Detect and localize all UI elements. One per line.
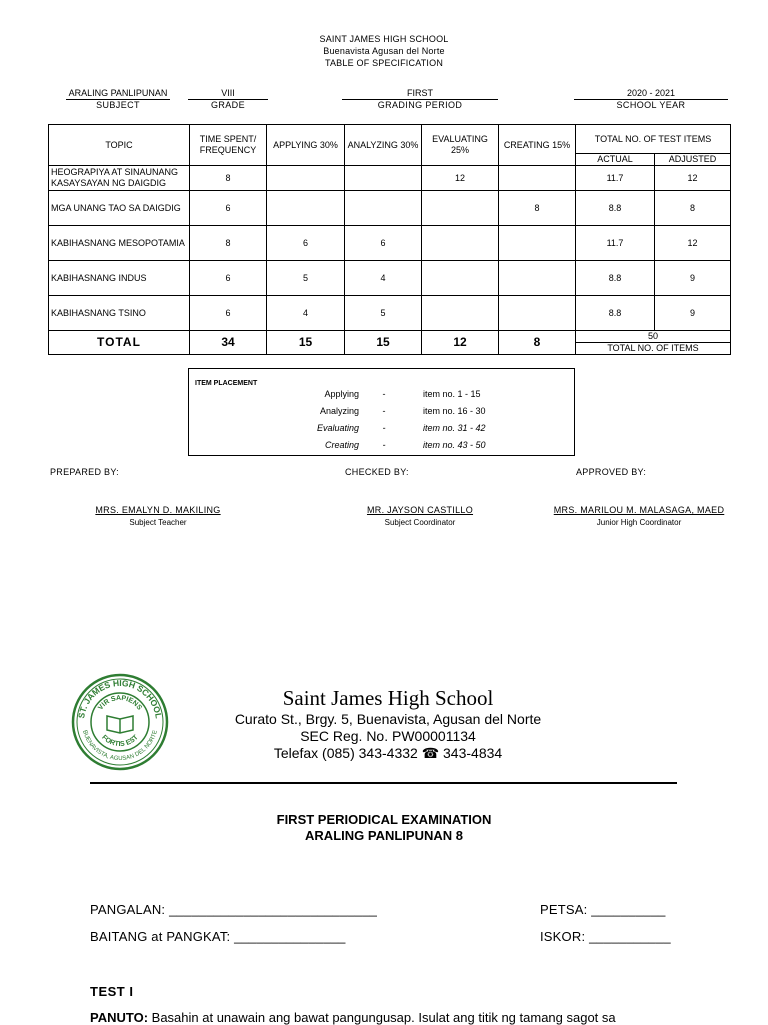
row-topic: HEOGRAPIYA AT SINAUNANG KASAYSAYAN NG DAIGDIG (49, 166, 190, 191)
row-evaluating (422, 191, 499, 226)
row-evaluating: 12 (422, 166, 499, 191)
total-label: TOTAL (49, 331, 190, 355)
header-time: TIME SPENT/ FREQUENCY (190, 125, 267, 166)
total-time: 34 (190, 331, 267, 355)
letterhead-divider (90, 782, 677, 784)
checked-by-label: CHECKED BY: (345, 467, 409, 477)
row-time: 6 (190, 191, 267, 226)
seal-motto-bottom: FORTIS EST (100, 734, 140, 749)
grade-section-label: BAITANG at PANGKAT: (90, 929, 231, 944)
placement-range: item no. 16 - 30 (423, 406, 486, 416)
placement-name: Evaluating (316, 423, 359, 433)
grade-value: VIII (188, 87, 268, 100)
list-item (189, 440, 574, 457)
item-placement-box (188, 368, 575, 456)
row-adjusted: 8 (655, 191, 731, 226)
period-label: GRADING PERIOD (377, 100, 463, 110)
letterhead-school-name: Saint James High School (282, 686, 494, 710)
exam-title: FIRST PERIODICAL EXAMINATION (276, 812, 492, 827)
table-row (49, 296, 731, 331)
prepared-name: MRS. EMALYN D. MAKILING (95, 505, 221, 515)
placement-name: Applying (324, 389, 359, 399)
row-creating (499, 226, 576, 261)
score-label: ISKOR: (540, 929, 586, 944)
total-analyzing: 15 (345, 331, 422, 355)
row-evaluating (422, 296, 499, 331)
row-adjusted: 12 (655, 226, 731, 261)
row-analyzing: 5 (345, 296, 422, 331)
checked-role: Subject Coordinator (384, 518, 456, 527)
row-actual: 11.7 (576, 166, 655, 191)
row-applying (267, 166, 345, 191)
seal-ring-top: ST. JAMES HIGH SCHOOL (76, 677, 164, 720)
approved-name: MRS. MARILOU M. MALASAGA, MAED (553, 505, 725, 515)
row-creating: 8 (499, 191, 576, 226)
table-row (49, 261, 731, 296)
row-evaluating (422, 261, 499, 296)
exam-title-block (0, 812, 768, 844)
row-applying: 5 (267, 261, 345, 296)
subject-value: ARALING PANLIPUNAN (66, 87, 170, 100)
row-time: 6 (190, 296, 267, 331)
placement-range: item no. 31 - 42 (423, 423, 486, 433)
instructions (90, 1010, 616, 1025)
total-items: 50 (576, 331, 731, 343)
row-applying: 6 (267, 226, 345, 261)
prepared-by-label: PREPARED BY: (50, 467, 119, 477)
row-analyzing: 4 (345, 261, 422, 296)
approved-by-label: APPROVED BY: (576, 467, 647, 477)
row-creating (499, 261, 576, 296)
prepared-role: Subject Teacher (129, 518, 187, 527)
row-analyzing (345, 191, 422, 226)
placement-dash: - (382, 406, 386, 416)
grade-label: GRADE (210, 100, 245, 110)
row-analyzing (345, 166, 422, 191)
seal-ring-bottom: BUENAVISTA, AGUSAN DEL NORTE (81, 729, 159, 763)
header-total-items: TOTAL NO. OF TEST ITEMS (576, 125, 731, 154)
placement-range: item no. 43 - 50 (423, 440, 486, 450)
row-adjusted: 9 (655, 261, 731, 296)
table-row (49, 226, 731, 261)
total-evaluating: 12 (422, 331, 499, 355)
header-actual: ACTUAL (576, 154, 655, 166)
row-topic: KABIHASNANG MESOPOTAMIA (49, 226, 190, 261)
placement-dash: - (382, 423, 386, 433)
header-topic: TOPIC (49, 125, 190, 166)
header-creating: CREATING 15% (499, 125, 576, 166)
date-label: PETSA: (540, 902, 588, 917)
document-header (0, 33, 768, 69)
date-blank[interactable]: __________ (591, 902, 666, 917)
year-label: SCHOOL YEAR (616, 100, 686, 110)
specification-table (48, 124, 731, 355)
letterhead-telefax: Telefax (085) 343-4332 ☎ 343-4834 (273, 745, 503, 761)
placement-name: Analyzing (319, 406, 359, 416)
header-evaluating: EVALUATING 25% (422, 125, 499, 166)
row-actual: 8.8 (576, 191, 655, 226)
table-row (49, 166, 731, 191)
total-applying: 15 (267, 331, 345, 355)
subject-label: SUBJECT (96, 100, 140, 110)
list-item (189, 406, 574, 423)
total-items-label: TOTAL NO. OF ITEMS (576, 343, 731, 355)
checked-name: MR. JAYSON CASTILLO (366, 505, 474, 515)
school-address: Buenavista Agusan del Norte (323, 46, 445, 56)
row-evaluating (422, 226, 499, 261)
row-creating (499, 166, 576, 191)
table-row (49, 191, 731, 226)
exam-subject: ARALING PANLIPUNAN 8 (305, 828, 463, 843)
test-title: TEST I (90, 984, 134, 999)
school-name: SAINT JAMES HIGH SCHOOL (319, 34, 449, 44)
row-creating (499, 296, 576, 331)
date-field (540, 902, 666, 917)
seal-motto-top: VIR SAPIENS (97, 694, 143, 712)
grade-section-field (90, 929, 346, 944)
grade-section-blank[interactable]: _______________ (234, 929, 346, 944)
header-analyzing: ANALYZING 30% (345, 125, 422, 166)
placement-range: item no. 1 - 15 (423, 389, 481, 399)
header-applying: APPLYING 30% (267, 125, 345, 166)
letterhead-address: Curato St., Brgy. 5, Buenavista, Agusan del Norte (234, 711, 542, 727)
total-creating: 8 (499, 331, 576, 355)
item-placement-title: ITEM PLACEMENT (195, 380, 258, 387)
row-actual: 8.8 (576, 261, 655, 296)
row-analyzing: 6 (345, 226, 422, 261)
year-value: 2020 - 2021 (574, 87, 728, 100)
score-field (540, 929, 671, 944)
school-seal-icon (70, 672, 170, 772)
svg-text:FORTIS EST (100, 734, 140, 749)
period-value: FIRST (342, 87, 498, 100)
row-time: 8 (190, 226, 267, 261)
exam-letterhead (210, 685, 566, 762)
list-item (189, 423, 574, 440)
row-actual: 8.8 (576, 296, 655, 331)
row-time: 6 (190, 261, 267, 296)
name-blank[interactable]: ____________________________ (169, 902, 378, 917)
approved-role: Junior High Coordinator (596, 518, 682, 527)
name-label: PANGALAN: (90, 902, 166, 917)
instructions-label: PANUTO: (90, 1010, 149, 1025)
list-item (189, 389, 574, 406)
row-time: 8 (190, 166, 267, 191)
row-adjusted: 12 (655, 166, 731, 191)
placement-dash: - (382, 440, 386, 450)
row-actual: 11.7 (576, 226, 655, 261)
row-applying (267, 191, 345, 226)
placement-name: Creating (324, 440, 359, 450)
letterhead-sec: SEC Reg. No. PW00001134 (300, 728, 476, 744)
row-topic: KABIHASNANG TSINO (49, 296, 190, 331)
row-adjusted: 9 (655, 296, 731, 331)
instructions-text: Basahin at unawain ang bawat pangungusap. Isulat ang titik ng tamang sagot sa (148, 1010, 616, 1025)
name-field (90, 902, 377, 917)
placement-dash: - (382, 389, 386, 399)
total-row (49, 331, 731, 343)
header-adjusted: ADJUSTED (655, 154, 731, 166)
score-blank[interactable]: ___________ (589, 929, 671, 944)
document-title: TABLE OF SPECIFICATION (324, 58, 444, 68)
row-topic: MGA UNANG TAO SA DAIGDIG (49, 191, 190, 226)
row-topic: KABIHASNANG INDUS (49, 261, 190, 296)
row-applying: 4 (267, 296, 345, 331)
